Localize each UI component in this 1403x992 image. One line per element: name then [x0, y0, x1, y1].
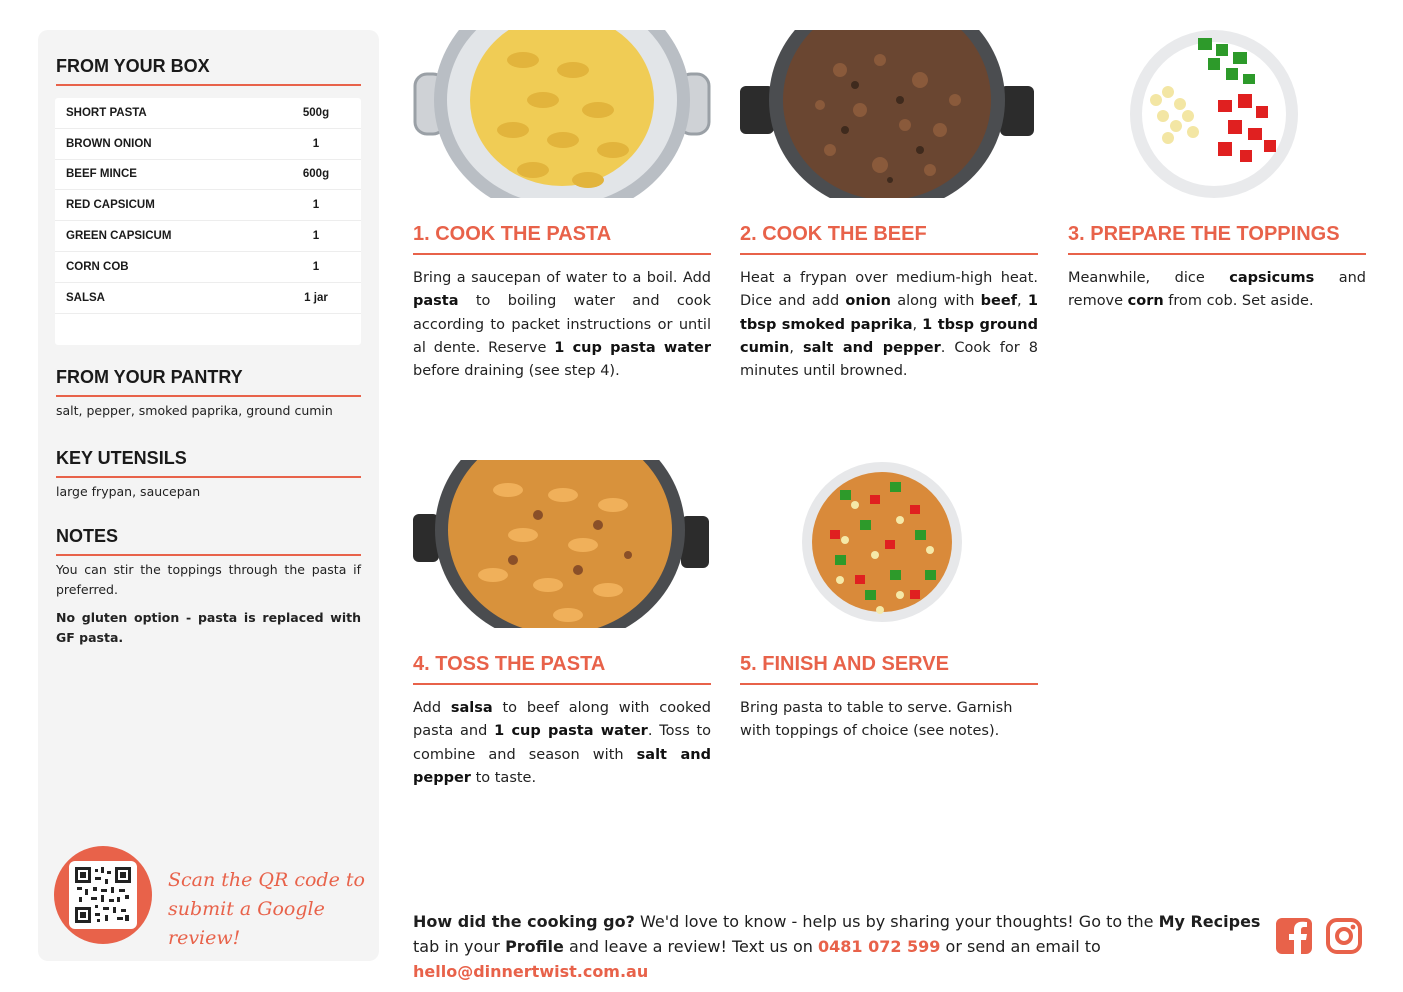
footer-text-4: or send an email to — [940, 937, 1101, 956]
step-text: . Cook for 8 minutes until browned. — [740, 339, 1038, 380]
ingredient-qty: 600g — [302, 168, 330, 181]
step-text: to taste. — [470, 769, 537, 786]
step-emphasis: 1 tbsp smoked paprika — [740, 293, 1038, 333]
phone-link[interactable]: 0481 072 599 — [817, 937, 941, 956]
step-emphasis: salt and pepper — [803, 339, 941, 356]
ingredient-qty: 500g — [302, 106, 330, 119]
profile-label: Profile — [505, 937, 564, 956]
ingredient-row — [55, 98, 361, 129]
gluten-note: No gluten option - pasta is replaced with GF pasta. — [56, 610, 361, 645]
ingredient-qty: 1 — [312, 230, 320, 243]
ingredient-qty: 1 — [312, 137, 320, 150]
ingredient-name: CORN COB — [66, 260, 129, 273]
ingredient-name: GREEN CAPSICUM — [66, 230, 172, 243]
instagram-icon[interactable] — [1325, 917, 1363, 955]
ingredient-row — [55, 160, 361, 191]
from-your-pantry-title: FROM YOUR PANTRY — [56, 367, 361, 397]
beef-pan-image — [740, 30, 1038, 198]
email-link[interactable]: hello@dinnertwist.com.au — [413, 962, 649, 981]
step-2-body — [740, 267, 1038, 383]
step-text: to beef along with cooked pasta and — [413, 700, 712, 740]
step-emphasis: corn — [1127, 293, 1164, 310]
step-4-title: 4. TOSS THE PASTA — [413, 653, 711, 685]
step-emphasis: capsicums — [1229, 270, 1315, 286]
pasta-pot-image — [413, 30, 711, 198]
footer-text-3: and leave a review! Text us on — [563, 937, 818, 956]
ingredient-row — [55, 190, 361, 221]
footer-text-1: We'd love to know - help us by sharing your thoughts! Go to the — [634, 912, 1159, 931]
utensils-text: large frypan, saucepan — [56, 484, 201, 499]
step-emphasis: 1 cup pasta water — [554, 339, 712, 356]
ingredient-name: SALSA — [66, 291, 105, 304]
finished-dish-image — [740, 460, 1038, 628]
qr-caption — [168, 866, 368, 953]
step-3-title: 3. PREPARE THE TOPPINGS — [1068, 223, 1366, 255]
toss-pasta-image — [413, 460, 711, 628]
step-3-body — [1068, 267, 1366, 314]
step-text: to boiling water and cook according to packet instructions or until al dente. Reserve — [413, 293, 711, 356]
step-emphasis: pasta — [413, 293, 459, 310]
step-text: from cob. Set aside. — [1163, 293, 1314, 310]
step-1-title: 1. COOK THE PASTA — [413, 223, 711, 255]
step-text: and remove — [1068, 270, 1366, 310]
notes-title: NOTES — [56, 526, 361, 556]
step-emphasis: 1 tbsp ground cumin — [740, 316, 1039, 356]
step-text: , — [912, 316, 923, 333]
step-text: Bring a saucepan of water to a boil. Add — [413, 270, 711, 286]
toppings-plate-image — [1068, 30, 1366, 198]
step-text: Bring pasta to table to serve. Garnish with toppings of choice (see notes). — [740, 700, 1013, 740]
qr-caption-line1: Scan the QR code to — [168, 869, 365, 891]
step-5-title: 5. FINISH AND SERVE — [740, 653, 1038, 685]
notes-text: You can stir the toppings through the pasta if preferred. — [56, 562, 361, 597]
step-emphasis: salsa — [450, 700, 493, 716]
step-2-title: 2. COOK THE BEEF — [740, 223, 1038, 255]
footer-text-2: tab in your — [413, 937, 506, 956]
step-text: along with — [890, 293, 981, 310]
footer-lead: How did the cooking go? — [413, 912, 635, 931]
ingredient-qty: 1 — [312, 260, 320, 273]
key-utensils-title: KEY UTENSILS — [56, 448, 361, 478]
qr-code-icon[interactable] — [69, 861, 137, 929]
step-text: Heat a frypan over medium-high heat. Dice and add — [740, 270, 1038, 310]
pantry-text: salt, pepper, smoked paprika, ground cumin — [56, 403, 333, 418]
ingredient-row — [55, 221, 361, 252]
step-text: , — [789, 339, 803, 356]
ingredient-name: SHORT PASTA — [66, 106, 147, 119]
step-emphasis: salt and pepper — [413, 746, 711, 786]
qr-caption-line2: submit a Google review! — [168, 898, 325, 949]
step-4-body — [413, 697, 711, 790]
ingredients-table — [55, 98, 361, 345]
feedback-footer — [413, 909, 1273, 984]
step-emphasis: 1 cup pasta water — [494, 723, 648, 740]
facebook-icon[interactable] — [1275, 917, 1313, 955]
step-emphasis: onion — [845, 293, 891, 310]
step-5-body — [740, 697, 1038, 744]
qr-badge[interactable] — [54, 846, 152, 944]
step-text: before draining (see step 4). — [413, 363, 620, 380]
ingredient-row — [55, 129, 361, 160]
ingredient-name: BEEF MINCE — [66, 168, 137, 181]
ingredient-qty: 1 — [312, 199, 320, 212]
from-your-box-title: FROM YOUR BOX — [56, 56, 361, 86]
step-emphasis: beef — [980, 293, 1018, 310]
step-1-body — [413, 267, 711, 383]
step-text: . Toss to combine and season with — [413, 723, 711, 763]
step-text: , — [1017, 293, 1028, 310]
step-text: Add — [413, 700, 451, 716]
my-recipes-label: My Recipes — [1158, 912, 1261, 931]
ingredients-sidebar — [38, 30, 379, 961]
ingredient-qty: 1 jar — [304, 291, 328, 304]
ingredient-row — [55, 252, 361, 283]
ingredient-row — [55, 283, 361, 314]
ingredient-name: RED CAPSICUM — [66, 199, 155, 212]
step-text: Meanwhile, dice — [1068, 270, 1230, 286]
ingredient-name: BROWN ONION — [66, 137, 152, 150]
